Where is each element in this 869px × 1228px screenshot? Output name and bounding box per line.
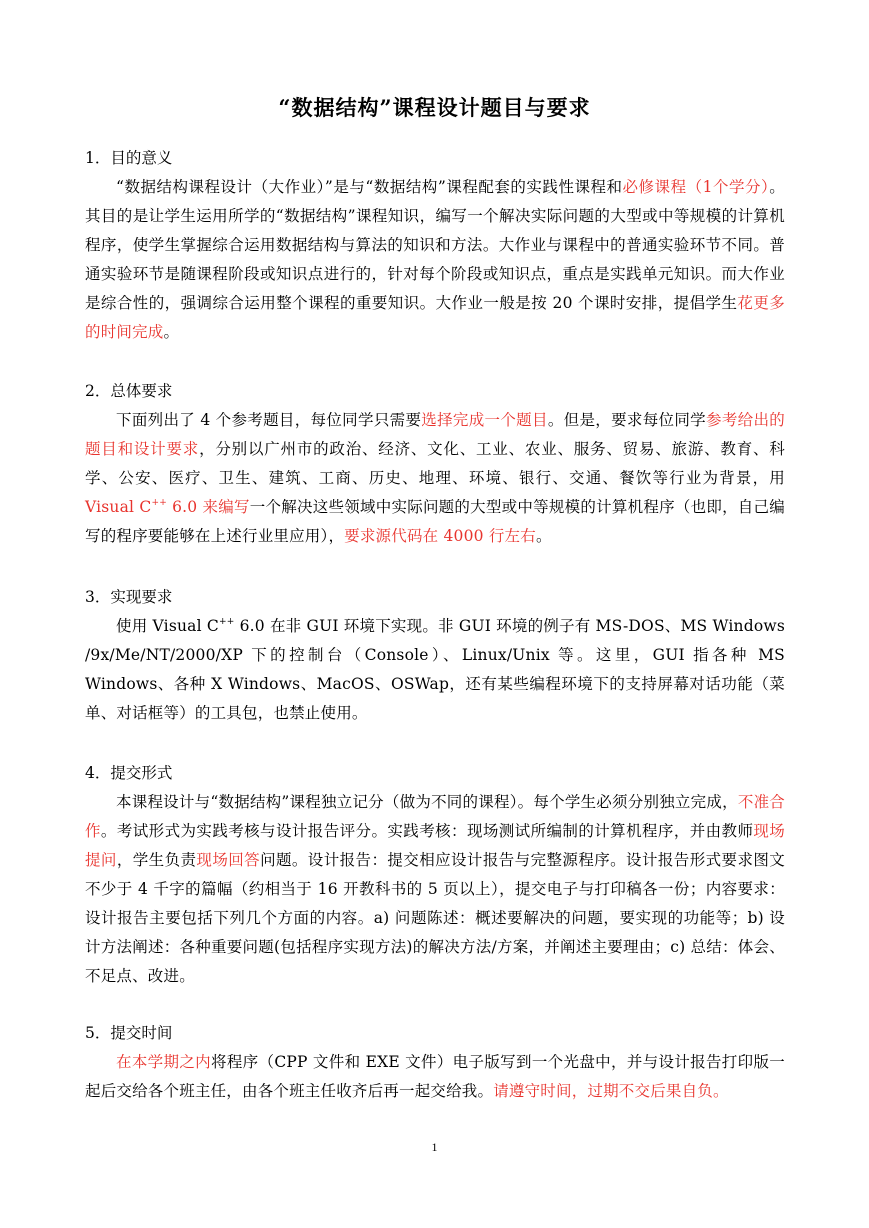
highlighted-text: 不准合作 — [85, 793, 785, 840]
paragraph-text: 。但是，要求每位同学 — [547, 411, 707, 429]
section-heading: 3．实现要求 — [85, 588, 173, 606]
section-paragraph — [85, 788, 785, 991]
section-paragraph — [85, 406, 785, 551]
highlighted-text: 要求源代码在 4000 行左右 — [344, 527, 536, 545]
highlighted-text: 花更多的时间完成 — [85, 294, 785, 341]
paragraph-text: 本课程设计与“数据结构”课程独立记分（做为不同的课程）。每个学生必须分别独立完成， — [116, 793, 738, 811]
highlighted-text: 选择完成一个题目 — [421, 411, 548, 429]
section-implementation-requirements — [85, 583, 785, 728]
paragraph-text: ，学生负责 — [116, 851, 197, 869]
paragraph-text: 问题。设计报告：提交相应设计报告与完整源程序。设计报告形式要求图文不少于 4 千字的篇幅（约相当于 16 开教科书的 5 页以上），提交电子与打印稿各一份；内容要求：设计报告主要包括下列几个方面的内容。a) 问题陈述：概述要解决的问题，要实现的功能等；b) 设计方法阐述：各种重要问题(包括程序实现方法)的解决方法/方案，并阐述主要理由；c) 总结：体会、不足点、改进。 — [85, 851, 785, 985]
page-number: 1 — [431, 1140, 438, 1154]
section-general-requirements — [85, 377, 785, 551]
highlighted-text: 在本学期之内 — [116, 1053, 211, 1071]
document-title: “数据结构”课程设计题目与要求 — [278, 95, 591, 120]
highlighted-text: 6.0 来编写 — [166, 498, 250, 516]
section-purpose — [85, 144, 785, 347]
highlighted-text: 请遵守时间，过期不交后果自负。 — [493, 1082, 729, 1100]
section-heading: 1．目的意义 — [85, 149, 173, 167]
paragraph-text: 将程序（CPP 文件和 EXE 文件）电子版写到一个光盘中，并与设计报告打印版一起后交给各个班主任，由各个班主任收齐后再一起交给我。 — [85, 1053, 786, 1100]
section-paragraph — [85, 173, 785, 347]
highlighted-text: 现场提问 — [85, 822, 786, 869]
paragraph-text: ++ — [218, 617, 235, 627]
section-heading: 4．提交形式 — [85, 764, 173, 782]
section-heading: 2．总体要求 — [85, 382, 173, 400]
highlighted-text: 参考给出的题目和设计要求 — [85, 411, 785, 458]
paragraph-text: 。 — [163, 323, 180, 341]
section-submission-time — [85, 1019, 785, 1106]
section-heading: 5．提交时间 — [85, 1024, 173, 1042]
section-submission-format — [85, 759, 785, 991]
paragraph-text: 下面列出了 4 个参考题目，每位同学只需要 — [116, 411, 422, 429]
section-paragraph — [85, 1048, 785, 1106]
paragraph-text: 。其目的是让学生运用所学的“数据结构”课程知识，编写一个解决实际问题的大型或中等规模的计算机程序，使学生掌握综合运用数据结构与算法的知识和方法。大作业与课程中的普通实验环节不同。普通实验环节是随课程阶段或知识点进行的，针对每个阶段或知识点，重点是实践单元知识。而大作业是综合性的，强调综合运用整个课程的重要知识。大作业一般是按 20 个课时安排，提倡学生 — [85, 178, 785, 312]
paragraph-text: “数据结构课程设计（大作业）”是与“数据结构”课程配套的实践性课程和 — [116, 178, 623, 196]
highlighted-text: Visual C — [85, 498, 152, 516]
paragraph-text: 6.0 在非 GUI 环境下实现。非 GUI 环境的例子有 MS-DOS、MS Windows /9x/Me/NT/2000/XP 下的控制台（Console）、Linux/Unix 等。这里，GUI 指各种 MS Windows、各种 X Windows、MacOS、OSWap，还有某些编程环境下的支持屏幕对话功能（菜单、对话框等）的工具包，也禁止使用。 — [85, 617, 785, 722]
paragraph-text: 一个解决这些领域中实际问题的大型或中等规模的计算机程序（也即，自己编写的程序要能够在上述行业里应用）， — [85, 498, 785, 545]
paragraph-text: 使用 Visual C — [116, 617, 219, 635]
highlighted-text: ++ — [151, 498, 167, 508]
paragraph-text: 。 — [535, 527, 552, 545]
highlighted-text: 必修课程（1个学分） — [622, 178, 770, 196]
section-paragraph — [85, 612, 785, 728]
highlighted-text: 现场回答 — [196, 851, 261, 869]
paragraph-text: ，分别以广州市的政治、经济、文化、工业、农业、服务、贸易、旅游、教育、科学、公安、医疗、卫生、建筑、工商、历史、地理、环境、银行、交通、餐饮等行业为背景，用 — [85, 440, 786, 487]
paragraph-text: 。考试形式为实践考核与设计报告评分。实践考核：现场测试所编制的计算机程序，并由教师 — [100, 822, 754, 840]
